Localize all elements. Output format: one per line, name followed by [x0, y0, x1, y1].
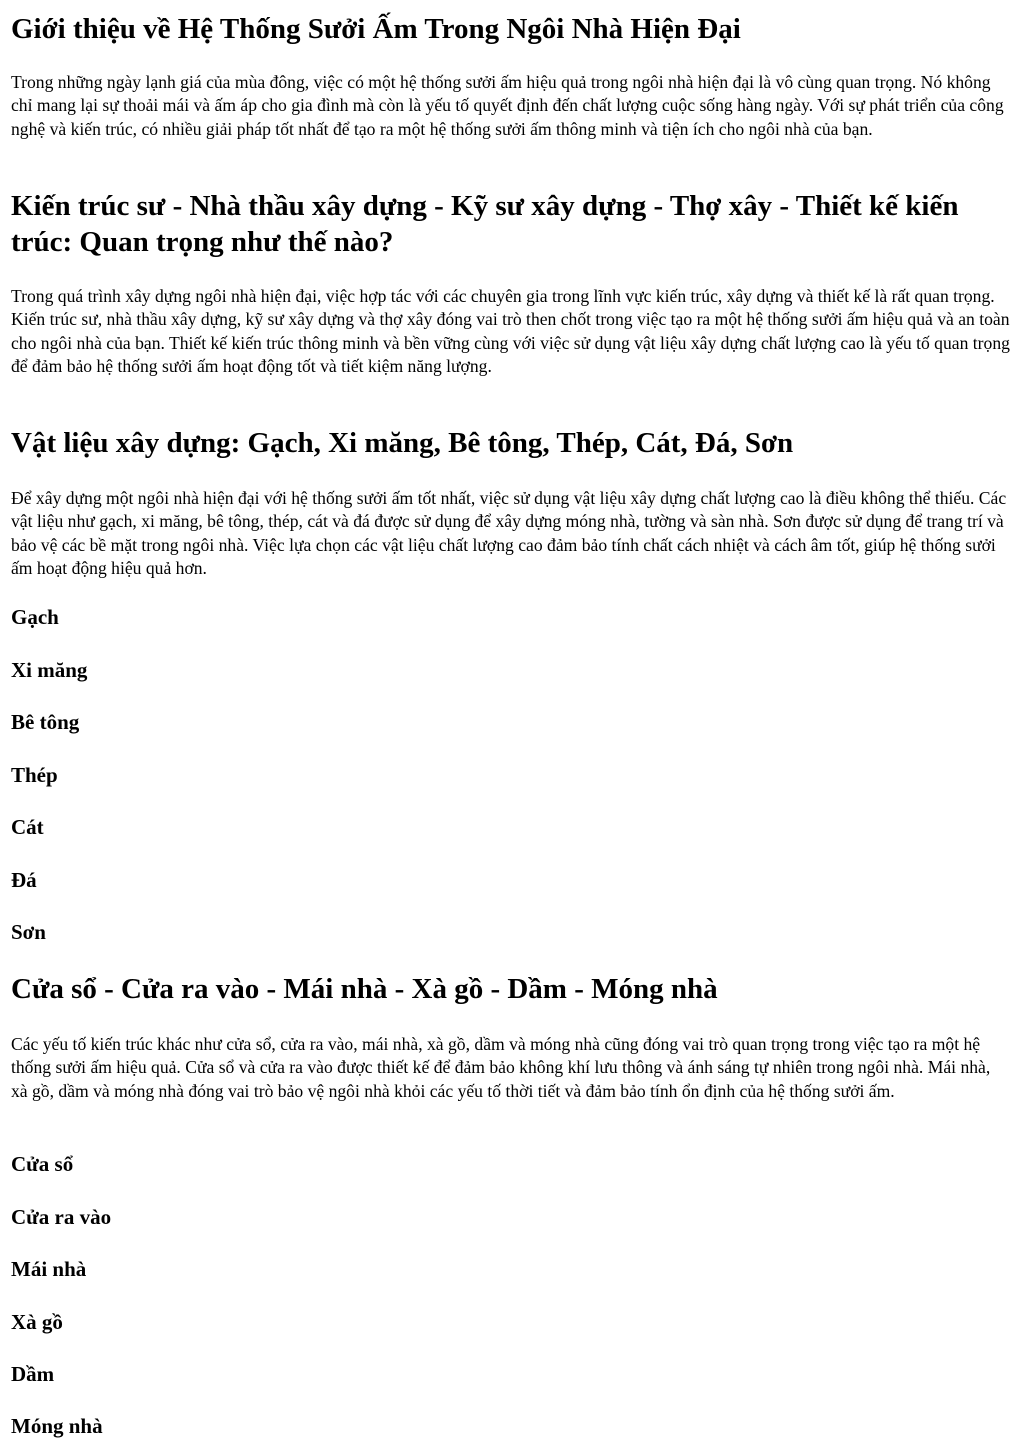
material-item: Sơn [11, 920, 46, 944]
heading-intro: Giới thiệu về Hệ Thống Sưởi Ấm Trong Ngôi Nhà Hiện Đại [11, 13, 741, 45]
architecture-item: Mái nhà [11, 1257, 87, 1281]
heading-architecture: Cửa sổ - Cửa ra vào - Mái nhà - Xà gồ - Dầm - Móng nhà [11, 973, 718, 1005]
paragraph-professionals: Trong quá trình xây dựng ngôi nhà hiện đại, việc hợp tác với các chuyên gia trong lĩnh vực kiến trúc, xây dựng và thiết kế là rất quan trọng. Kiến trúc sư, nhà thầu xây dựng, kỹ sư xây dựng và thợ xây đóng vai trò then chốt trong việc tạo ra một hệ thống sưởi ấm hiệu quả và an toàn cho ngôi nhà của bạn. Thiết kế kiến trúc thông minh và bền vững cùng với việc sử dụng vật liệu xây dựng chất lượng cao là yếu tố quan trọng để đảm bảo hệ thống sưởi ấm hoạt động tốt và tiết kiệm năng lượng. [11, 286, 1010, 376]
paragraph-intro: Trong những ngày lạnh giá của mùa đông, việc có một hệ thống sưởi ấm hiệu quả trong ngôi nhà hiện đại là vô cùng quan trọng. Nó không chỉ mang lại sự thoải mái và ấm áp cho gia đình mà còn là yếu tố quyết định đến chất lượng cuộc sống hàng ngày. Với sự phát triển của công nghệ và kiến trúc, có nhiều giải pháp tốt nhất để tạo ra một hệ thống sưởi ấm thông minh và tiện ích cho ngôi nhà của bạn. [11, 72, 1004, 139]
paragraph-architecture: Các yếu tố kiến trúc khác như cửa sổ, cửa ra vào, mái nhà, xà gồ, dầm và móng nhà cũng đóng vai trò quan trọng trong việc tạo ra một hệ thống sưởi ấm hiệu quả. Cửa sổ và cửa ra vào được thiết kế để đảm bảo không khí lưu thông và ánh sáng tự nhiên trong ngôi nhà. Mái nhà, xà gồ, dầm và móng nhà đóng vai trò bảo vệ ngôi nhà khỏi các yếu tố thời tiết và đảm bảo tính ổn định của hệ thống sưởi ấm. [11, 1034, 991, 1101]
heading-materials: Vật liệu xây dựng: Gạch, Xi măng, Bê tông, Thép, Cát, Đá, Sơn [11, 427, 794, 459]
material-item: Bê tông [11, 710, 80, 734]
material-item: Đá [11, 868, 37, 892]
material-item: Cát [11, 815, 44, 839]
architecture-item: Dầm [11, 1362, 55, 1386]
architecture-item: Cửa ra vào [11, 1205, 112, 1229]
heading-professionals: Kiến trúc sư - Nhà thầu xây dựng - Kỹ sư xây dựng - Thợ xây - Thiết kế kiến trúc: Quan trọng như thế nào? [11, 190, 959, 258]
architecture-item: Cửa sổ [11, 1152, 74, 1176]
material-item: Xi măng [11, 658, 88, 682]
architecture-item: Xà gồ [11, 1310, 63, 1334]
material-item: Thép [11, 763, 58, 787]
paragraph-materials: Để xây dựng một ngôi nhà hiện đại với hệ thống sưởi ấm tốt nhất, việc sử dụng vật liệu xây dựng chất lượng cao là điều không thể thiếu. Các vật liệu như gạch, xi măng, bê tông, thép, cát và đá được sử dụng để xây dựng móng nhà, tường và sàn nhà. Sơn được sử dụng để trang trí và bảo vệ các bề mặt trong ngôi nhà. Việc lựa chọn các vật liệu chất lượng cao đảm bảo tính chất cách nhiệt và cách âm tốt, giúp hệ thống sưởi ấm hoạt động hiệu quả hơn. [11, 488, 1007, 578]
architecture-item: Móng nhà [11, 1414, 103, 1438]
material-item: Gạch [11, 605, 59, 629]
